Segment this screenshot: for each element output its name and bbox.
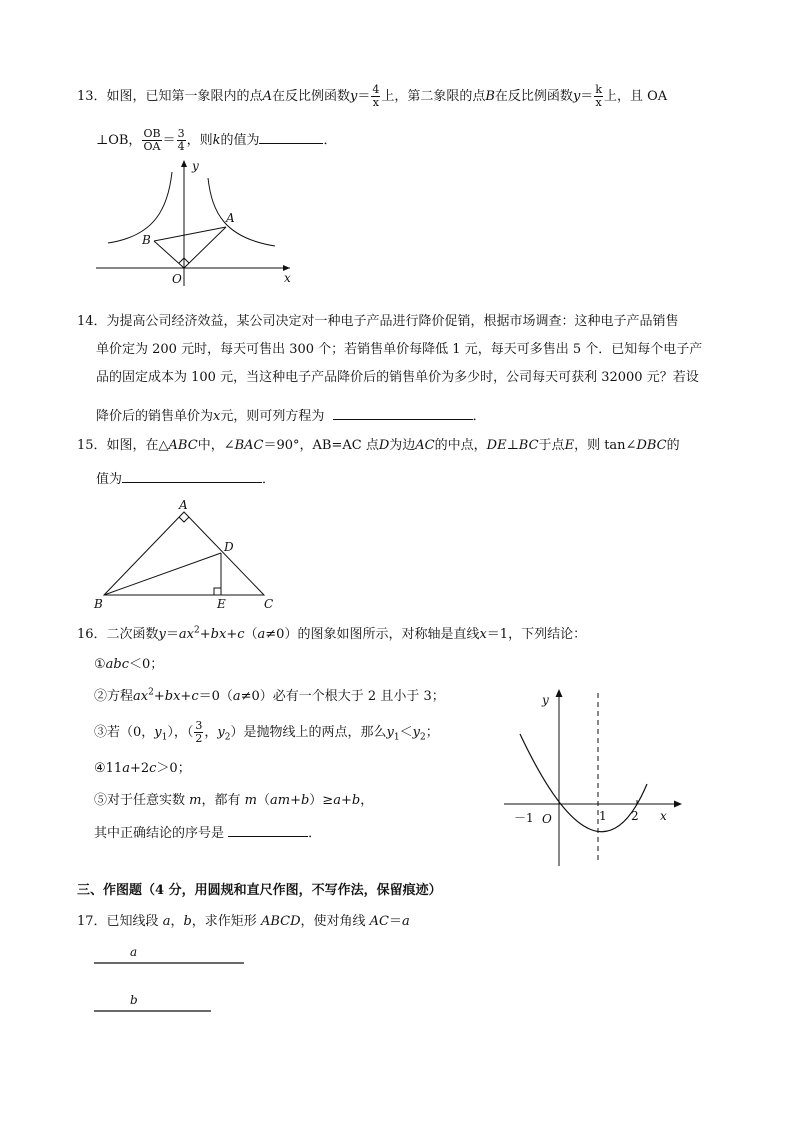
label-c: C [264, 597, 274, 611]
fraction-3-over-4: $\frac{3}{4}$ [177, 127, 185, 153]
label-y: y [192, 159, 199, 173]
x-axis-arrow-icon [674, 801, 682, 808]
q14-line-3: 品的固定成本为 100 元，当这种电子产品降价后的销售单价为多少时，公司每天可获利 32000 元？若设 [96, 370, 699, 385]
hyperbola-branch-second-quadrant [108, 172, 172, 243]
label-o: O [172, 272, 182, 286]
q15-line-1: 15．如图，在△ABC中，∠BAC＝90°，AB=AC 点D为边AC的中点，DE⊥BC于点E，则 tan∠DBC的 [77, 438, 680, 453]
fraction-k-over-x: $\frac{k}{x}$ [595, 83, 602, 109]
label-e: E [217, 597, 226, 611]
q15-line-2: 值为 ． [96, 468, 275, 489]
segment-a-label: a [130, 945, 138, 959]
parabola-curve [520, 734, 647, 832]
hyperbola-branch-first-quadrant [208, 178, 275, 246]
q13-line-2: ⊥OB， $\frac{OB}{OA}$ ＝ $\frac{3}{4}$ ，则k的值为 ． [96, 127, 337, 153]
q15-figure-triangle [92, 498, 292, 613]
segment-b-label: b [130, 993, 138, 1007]
right-angle-mark-e [214, 588, 221, 595]
label-2: 2 [631, 809, 639, 823]
q15-answer-blank[interactable] [122, 468, 262, 483]
label-b: B [94, 597, 103, 611]
section-3-heading: 三、作图题（4 分，用圆规和直尺作图，不写作法，保留痕迹） [77, 883, 442, 898]
segment-ob [154, 241, 184, 268]
q14-answer-blank[interactable] [333, 405, 473, 420]
label-x: x [660, 809, 667, 823]
q16-conclusion-2: ②方程$ax^2+bx+c=0(a\ne 0)$必有一个根大于 2 且小于 3； [94, 687, 445, 704]
q16-conclusion-5: ⑤对于任意实数 m，都有 m（am+b）≥a+b， [94, 793, 374, 808]
label-y: y [542, 693, 549, 707]
q14-line-4: 降价后的销售单价为x元，则可列方程为 ． [96, 405, 486, 426]
q16-line-1: 16．二次函数$y=ax^2+bx+c(a\ne 0)$的图象如图所示，对称轴是直线x＝1，下列结论： [77, 625, 587, 642]
q16-answer-blank[interactable] [228, 822, 308, 837]
segment-ab [154, 227, 226, 241]
q17-line-1: 17．已知线段 a，b，求作矩形 ABCD，使对角线 AC＝a [77, 914, 410, 929]
q13-answer-blank[interactable] [259, 129, 323, 144]
q16-conclusion-3: ③若（0，$y_1$），（ $\frac{3}{2}$ ，$y_2$）是抛物线上的两点，那么$y_1<y_2$； [94, 719, 439, 745]
label-b: B [142, 233, 151, 247]
right-angle-mark-a [179, 517, 189, 522]
segment-oa [184, 227, 226, 268]
q13-line-1: 13．如图，已知第一象限内的点A在反比例函数y＝ $\frac{4}{x}$ 上，第二象限的点B在反比例函数y＝ $\frac{k}{x}$ 上，且 OA [77, 83, 668, 109]
triangle-abc [104, 512, 264, 595]
label-1: 1 [599, 809, 607, 823]
label-o: O [542, 812, 552, 826]
q14-line-2: 单价定为 200 元时，每天可售出 300 个；若销售单价每降低 1 元，每天可多售出 5 个．已知每个电子产 [96, 342, 703, 357]
q16-figure-parabola [500, 688, 690, 868]
label-a: A [226, 211, 235, 225]
q16-conclusion-1: ①abc＜0； [94, 657, 164, 672]
label-a: A [179, 498, 188, 512]
q16-line-7: 其中正确结论的序号是 ． [94, 822, 321, 843]
q17-segments [90, 942, 260, 1022]
fraction-ob-over-oa: $\frac{OB}{OA}$ [143, 127, 161, 153]
label-d: D [224, 540, 234, 554]
q16-conclusion-4: ④11a+2c＞0； [94, 761, 191, 776]
label-minus-1: －1 [514, 811, 534, 825]
segment-bd [104, 553, 221, 595]
label-x: x [284, 271, 291, 285]
q14-line-1: 14．为提高公司经济效益，某公司决定对一种电子产品进行降价促销，根据市场调查：这种电子产品销售 [77, 314, 679, 329]
fraction-3-over-2: $\frac{3}{2}$ [195, 719, 203, 745]
y-axis-arrow-icon [556, 689, 563, 697]
y-axis-arrow-icon [181, 160, 187, 167]
q13-figure-hyperbola [90, 158, 300, 288]
fraction-4-over-x: $\frac{4}{x}$ [372, 83, 380, 109]
